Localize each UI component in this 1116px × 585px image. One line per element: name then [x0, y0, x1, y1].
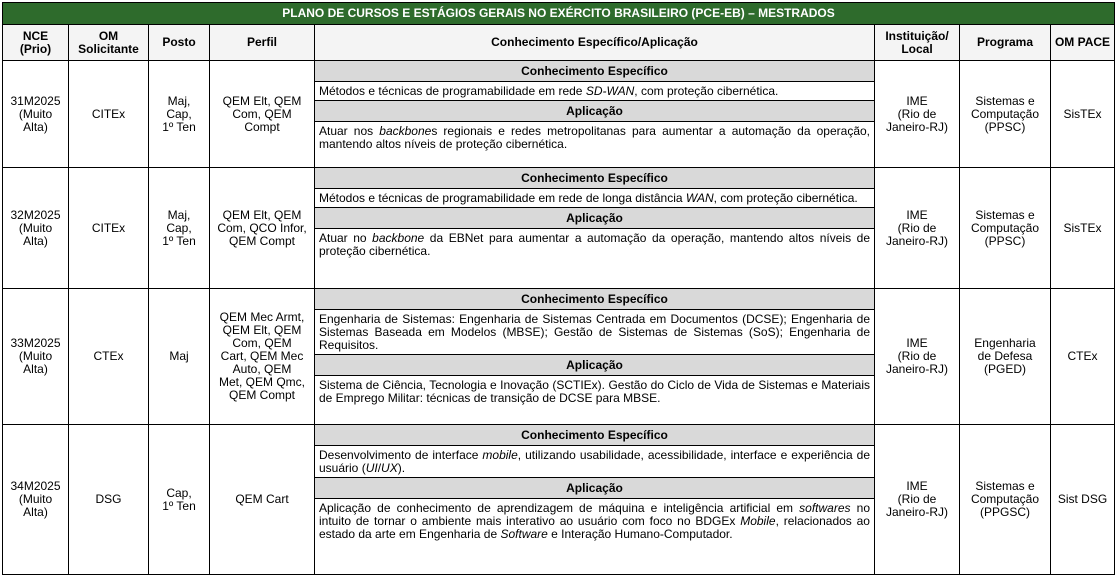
- header-perfil: Perfil: [210, 25, 315, 61]
- aplicacao-text: Atuar no backbone da EBNet para aumentar a automação da operação, mantendo altos níveis de proteção cibernética.: [319, 231, 870, 258]
- cell-instituicao: IME (Rio de Janeiro-RJ): [875, 168, 960, 289]
- table-row: [3, 61, 1115, 168]
- cell-perfil: QEM Elt, QEM Com, QCO Infor, QEM Compt: [210, 168, 315, 289]
- cell-om-pace: CTEx: [1051, 289, 1115, 425]
- conhecimento-text: Desenvolvimento de interface mobile, utilizando usabilidade, acessibilidade, interface e experiência de usuário (UI/UX).: [315, 446, 874, 478]
- header-om-pace: OM PACE: [1051, 25, 1115, 61]
- cell-conhecimento-aplicacao: [315, 168, 875, 289]
- cell-posto: Maj, Cap, 1º Ten: [149, 61, 210, 168]
- cell-perfil: QEM Mec Armt, QEM Elt, QEM Com, QEM Cart, QEM Mec Auto, QEM Met, QEM Qmc, QEM Compt: [210, 289, 315, 425]
- cell-instituicao: IME (Rio de Janeiro-RJ): [875, 61, 960, 168]
- header-om-solicitante: OM Solicitante: [69, 25, 149, 61]
- cell-programa: Engenharia de Defesa (PGED): [960, 289, 1051, 425]
- cell-instituicao: IME (Rio de Janeiro-RJ): [875, 425, 960, 575]
- cell-om-solicitante: CITEx: [69, 168, 149, 289]
- subheader-conhecimento-especifico: Conhecimento Específico: [315, 168, 874, 189]
- aplicacao-text: Aplicação de conhecimento de aprendizagem de máquina e inteligência artificial em softwares no intuito de tornar o ambiente mais interativo ao usuário com foco no BDGEx Mobile, relacionados ao estado da arte em Engenharia de Software e Interação Humano-Computador.: [319, 501, 870, 541]
- subheader-aplicacao: Aplicação: [315, 101, 874, 122]
- cell-posto: Maj: [149, 289, 210, 425]
- cell-nce: 32M2025 (Muito Alta): [3, 168, 69, 289]
- cell-conhecimento-aplicacao: [315, 61, 875, 168]
- table-row: [3, 289, 1115, 425]
- aplicacao-text: Atuar nos backbones regionais e redes metropolitanas para aumentar a automação da operação, mantendo altos níveis de proteção cibernética.: [319, 124, 871, 151]
- header-posto: Posto: [149, 25, 210, 61]
- courses-table: [2, 2, 1115, 575]
- cell-nce: 31M2025 (Muito Alta): [3, 61, 69, 168]
- cell-om-pace: SisTEx: [1051, 61, 1115, 168]
- cell-conhecimento-aplicacao: [315, 289, 875, 425]
- table-row: [3, 168, 1115, 289]
- subheader-conhecimento-especifico: Conhecimento Específico: [315, 425, 874, 446]
- conhecimento-text: Engenharia de Sistemas: Engenharia de Sistemas Centrada em Documentos (DCSE); Engenharia de Sistemas Baseada em Modelos (MBSE); Gestão de Sistemas de Sistemas (SoS); Engenharia de Requisitos.: [315, 310, 874, 355]
- subheader-aplicacao: Aplicação: [315, 478, 874, 499]
- cell-om-solicitante: CTEx: [69, 289, 149, 425]
- cell-programa: Sistemas e Computação (PPSC): [960, 168, 1051, 289]
- table-title: PLANO DE CURSOS E ESTÁGIOS GERAIS NO EXÉRCITO BRASILEIRO (PCE-EB) – MESTRADOS: [3, 3, 1115, 25]
- header-conhecimento: Conhecimento Específico/Aplicação: [315, 25, 875, 61]
- cell-perfil: QEM Elt, QEM Com, QEM Compt: [210, 61, 315, 168]
- subheader-aplicacao: Aplicação: [315, 355, 874, 376]
- cell-instituicao: IME (Rio de Janeiro-RJ): [875, 289, 960, 425]
- subheader-conhecimento-especifico: Conhecimento Específico: [315, 289, 874, 310]
- conhecimento-text: Métodos e técnicas de programabilidade em rede SD-WAN, com proteção cibernética.: [315, 82, 874, 101]
- cell-programa: Sistemas e Computação (PPGSC): [960, 425, 1051, 575]
- cell-posto: Cap, 1º Ten: [149, 425, 210, 575]
- aplicacao-text: Sistema de Ciência, Tecnologia e Inovação (SCTIEx). Gestão do Ciclo de Vida de Sistemas e Materiais de Emprego Militar: técnicas de transição de DCSE para MBSE.: [319, 378, 870, 405]
- cell-om-solicitante: DSG: [69, 425, 149, 575]
- header-nce: NCE (Prio): [3, 25, 69, 61]
- subheader-aplicacao: Aplicação: [315, 208, 874, 229]
- cell-conhecimento-aplicacao: [315, 425, 875, 575]
- header-programa: Programa: [960, 25, 1051, 61]
- cell-nce: 34M2025 (Muito Alta): [3, 425, 69, 575]
- cell-nce: 33M2025 (Muito Alta): [3, 289, 69, 425]
- cell-om-solicitante: CITEx: [69, 61, 149, 168]
- cell-perfil: QEM Cart: [210, 425, 315, 575]
- cell-programa: Sistemas e Computação (PPSC): [960, 61, 1051, 168]
- header-instituicao: Instituição/ Local: [875, 25, 960, 61]
- cell-om-pace: SisTEx: [1051, 168, 1115, 289]
- subheader-conhecimento-especifico: Conhecimento Específico: [315, 61, 874, 82]
- cell-om-pace: Sist DSG: [1051, 425, 1115, 575]
- cell-posto: Maj, Cap, 1º Ten: [149, 168, 210, 289]
- table-row: [3, 425, 1115, 575]
- conhecimento-text: Métodos e técnicas de programabilidade em rede de longa distância WAN, com proteção cibernética.: [315, 189, 874, 208]
